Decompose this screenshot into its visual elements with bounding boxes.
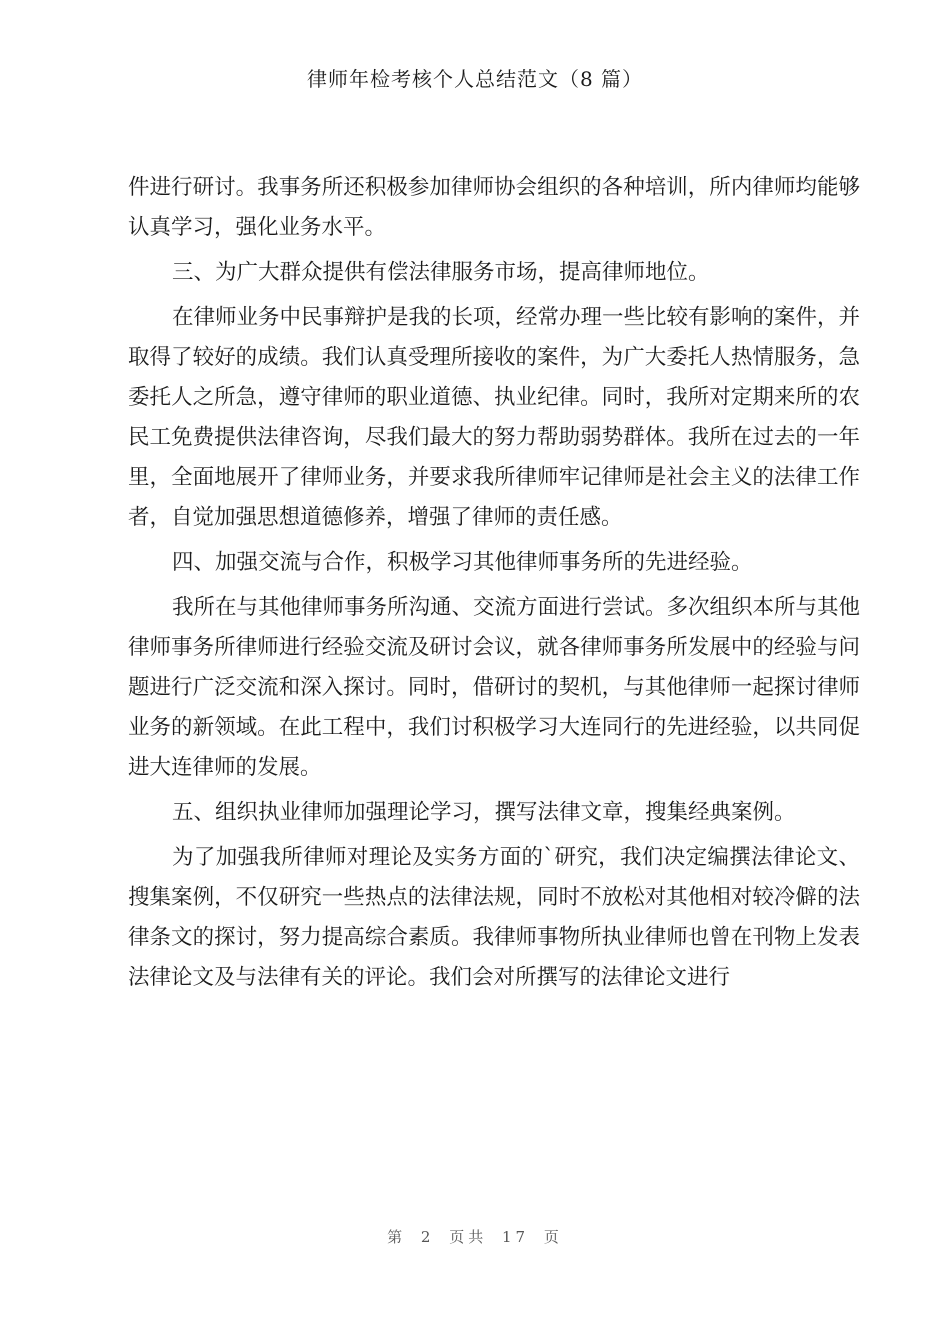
section-heading-5: 五、组织执业律师加强理论学习，撰写法律文章，搜集经典案例。 (172, 800, 796, 825)
paragraph: 我所在与其他律师事务所沟通、交流方面进行尝试。多次组织本所与其他律师事务所律师进行经验交流及研讨会议，就各律师事务所发展中的经验与问题进行广泛交流和深入探讨。同时，借研讨的契机，与其他律师一起探讨律师业务的新领域。在此工程中，我们讨积极学习大连同行的先进经验，以共同促进大连律师的发展。 (128, 595, 861, 780)
document-title: 律师年检考核个人总结范文（8 篇） (306, 67, 644, 91)
paragraph-continuation: 件进行研讨。我事务所还积极参加律师协会组织的各种培训，所内律师均能够认真学习，强化业务水平。 (128, 175, 860, 240)
page-number: 第 2 页共 17 页 (387, 1228, 563, 1246)
paragraph: 为了加强我所律师对理论及实务方面的`研究，我们决定编撰法律论文、搜集案例，不仅研究一些热点的法律法规，同时不放松对其他相对较冷僻的法律条文的探讨，努力提高综合素质。我律师事物所执业律师也曾在刊物上发表法律论文及与法律有关的评论。我们会对所撰写的法律论文进行 (128, 845, 860, 990)
document-body (128, 168, 860, 998)
section-heading-4: 四、加强交流与合作，积极学习其他律师事务所的先进经验。 (172, 550, 753, 575)
paragraph: 在律师业务中民事辩护是我的长项，经常办理一些比较有影响的案件，并取得了较好的成绩。我们认真受理所接收的案件，为广大委托人热情服务，急委托人之所急，遵守律师的职业道德、执业纪律。同时，我所对定期来所的农民工免费提供法律咨询，尽我们最大的努力帮助弱势群体。我所在过去的一年里，全面地展开了律师业务，并要求我所律师牢记律师是社会主义的法律工作者，自觉加强思想道德修养，增强了律师的责任感。 (128, 305, 861, 530)
section-heading-3: 三、为广大群众提供有偿法律服务市场，提高律师地位。 (172, 260, 710, 285)
